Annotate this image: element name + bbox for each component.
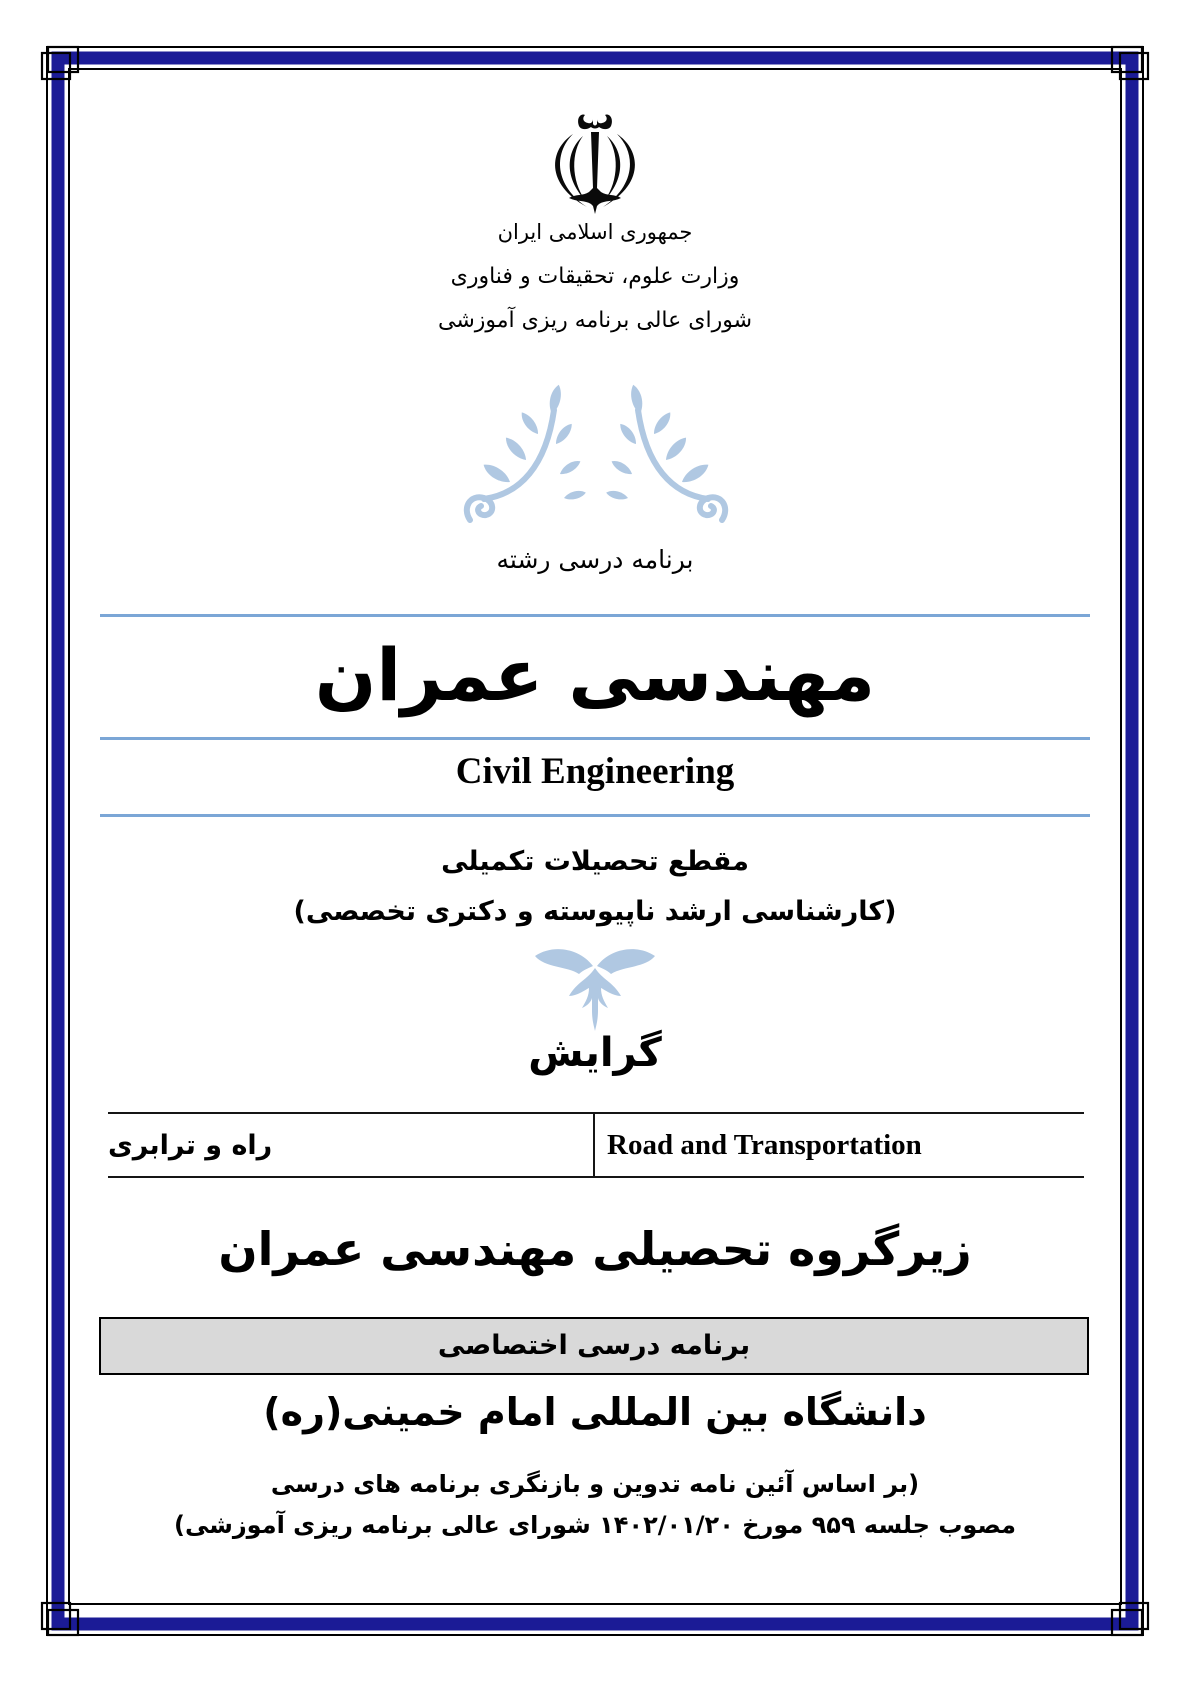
country-title: جمهوری اسلامی ایران xyxy=(497,220,693,244)
subgroup-title: زیرگروه تحصیلی مهندسی عمران xyxy=(218,1222,972,1276)
curriculum-banner: برنامه درسی اختصاصی xyxy=(99,1317,1089,1375)
approval-note-line1: (بر اساس آئین نامه تدوین و بازنگری برنامه های درسی xyxy=(270,1470,920,1498)
specialization-table xyxy=(108,1112,1084,1178)
tulip-ornament-icon xyxy=(525,940,665,1035)
specialization-en-cell: Road and Transportation xyxy=(607,1128,922,1161)
program-title-fa: مهندسی عمران xyxy=(314,633,876,717)
iran-emblem-icon xyxy=(535,110,655,216)
specialization-label: گرایش xyxy=(528,1030,662,1076)
ministry-title: وزارت علوم، تحقیقات و فناوری xyxy=(450,264,740,289)
divider-rule-middle xyxy=(100,737,1090,740)
university-title: دانشگاه بین المللی امام خمینی(ره) xyxy=(263,1390,927,1434)
program-intro-label: برنامه درسی رشته xyxy=(496,545,694,574)
council-title: شورای عالی برنامه ریزی آموزشی xyxy=(437,308,753,333)
divider-rule-top xyxy=(100,614,1090,617)
degree-level-line2: (کارشناسی ارشد ناپیوسته و دکتری تخصصی) xyxy=(293,896,897,927)
divider-rule-bottom xyxy=(100,814,1090,817)
degree-level-line1: مقطع تحصیلات تکمیلی xyxy=(441,846,749,877)
approval-note-line2: مصوب جلسه ۹۵۹ مورخ ۱۴۰۲/۰۱/۲۰ شورای عالی برنامه ریزی آموزشی) xyxy=(174,1511,1016,1539)
floral-flourish-icon xyxy=(460,382,732,532)
program-title-en: Civil Engineering xyxy=(455,751,735,792)
specialization-fa-cell: راه و ترابری xyxy=(108,1114,595,1176)
